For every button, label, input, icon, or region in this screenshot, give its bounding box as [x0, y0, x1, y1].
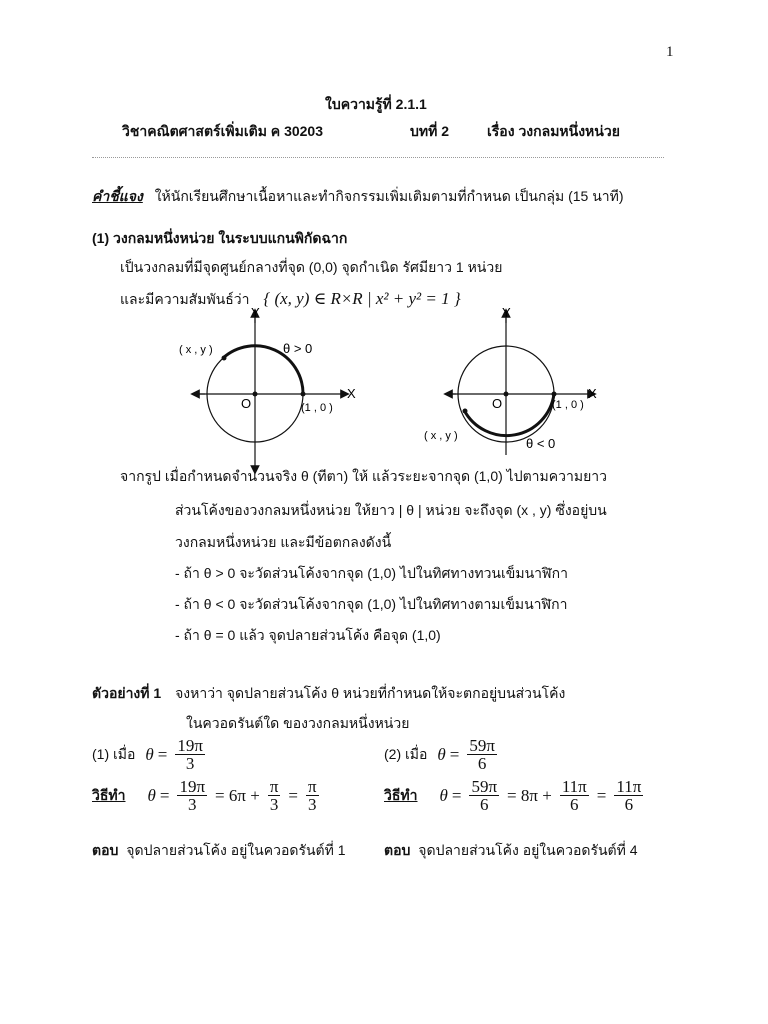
arc-negative: [464, 394, 554, 436]
origin-label: O: [241, 396, 252, 411]
subject-line: วิชาคณิตศาสตร์เพิ่มเติม ค 30203: [122, 123, 323, 139]
answer-text: จุดปลายส่วนโค้ง อยู่ในควอดรันต์ที่ 1: [126, 842, 346, 858]
angle-label: θ > 0: [283, 341, 313, 356]
start-point: [552, 392, 557, 397]
rule-negative: - ถ้า θ < 0 จะวัดส่วนโค้งจากจุด (1,0) ไปในทิศทางตามเข็มนาฬิกา: [175, 596, 568, 612]
sheet-title: ใบความรู้ที่ 2.1.1: [325, 96, 427, 112]
example-text: จงหาว่า จุดปลายส่วนโค้ง θ หน่วยที่กำหนดให้จะตกอยู่บนส่วนโค้ง: [175, 685, 566, 701]
unit-circle-negative-diagram: [420, 305, 620, 465]
theta-symbol: θ: [437, 744, 446, 764]
example-line1: [92, 683, 565, 705]
x-label: X: [588, 386, 597, 401]
equals: =: [596, 785, 607, 805]
instruction-text: ให้นักเรียนศึกษาเนื้อหาและทำกิจกรรมเพิ่มเติมตามที่กำหนด เป็นกลุ่ม (15 นาที): [154, 188, 624, 204]
start-point-label: (1 , 0 ): [301, 402, 333, 414]
x-label: X: [347, 386, 356, 401]
method-label: วิธีทำ: [92, 786, 126, 803]
fraction: [469, 778, 499, 813]
fraction: [268, 778, 281, 813]
end-point-label: ( x , y ): [179, 344, 213, 356]
answer-label: ตอบ: [384, 842, 411, 858]
fraction: [175, 737, 205, 772]
instruction-label: คำชี้แจง: [92, 188, 143, 204]
fraction: [614, 778, 643, 813]
numerator: 59π: [471, 777, 498, 796]
part1-label: (1) เมื่อ: [92, 745, 136, 762]
origin-label: O: [492, 396, 503, 411]
topic-label: เรื่อง วงกลมหนึ่งหน่วย: [487, 123, 620, 139]
origin-point: [253, 392, 258, 397]
part2-label: (2) เมื่อ: [384, 745, 428, 762]
numerator: π: [269, 777, 279, 796]
denominator: 6: [480, 795, 489, 814]
divider: [92, 157, 664, 158]
numerator: 11π: [561, 777, 587, 796]
page-number: 1: [666, 44, 674, 60]
instruction: [92, 186, 624, 208]
equals: =: [451, 785, 462, 805]
end-point: [463, 409, 468, 414]
theta-symbol: θ: [147, 785, 156, 805]
part2-given: [384, 737, 501, 772]
part2-method: [384, 778, 647, 813]
explanation-line2: ส่วนโค้งของวงกลมหนึ่งหน่วย ให้ยาว | θ | หน่วย จะถึงจุด (x , y) ซึ่งอยู่บน: [175, 502, 607, 518]
equals: =: [449, 744, 460, 764]
y-label: Y: [502, 305, 511, 320]
fraction: [467, 737, 497, 772]
answer-text: จุดปลายส่วนโค้ง อยู่ในควอดรันต์ที่ 4: [418, 842, 638, 858]
theta-symbol: θ: [439, 785, 448, 805]
rule-positive: - ถ้า θ > 0 จะวัดส่วนโค้งจากจุด (1,0) ไปในทิศทางทวนเข็มนาฬิกา: [175, 565, 568, 581]
example-label: ตัวอย่างที่ 1: [92, 685, 162, 701]
method-label: วิธีทำ: [384, 786, 418, 803]
numerator: π: [308, 777, 317, 796]
denominator: 3: [185, 754, 195, 773]
relation-prefix: และมีความสัมพันธ์ว่า: [120, 291, 250, 307]
step-middle: = 6π +: [215, 785, 260, 805]
denominator: 3: [188, 795, 197, 814]
numerator: 59π: [469, 736, 495, 755]
fraction: [177, 778, 207, 813]
numerator: 19π: [177, 736, 203, 755]
origin-point: [504, 392, 509, 397]
unit-circle-positive-diagram: [179, 305, 375, 475]
part1-answer: [92, 840, 346, 862]
rule-zero: - ถ้า θ = 0 แล้ว จุดปลายส่วนโค้ง คือจุด (1,0): [175, 627, 441, 643]
end-point-label: ( x , y ): [424, 430, 458, 442]
explanation-line1: จากรูป เมื่อกำหนดจำนวนจริง θ (ทีตา) ให้ แล้วระยะจากจุด (1,0) ไปตามความยาว: [120, 468, 608, 484]
denominator: 6: [624, 795, 634, 814]
section1-heading: (1) วงกลมหนึ่งหน่วย ในระบบแกนพิกัดฉาก: [92, 230, 348, 246]
part1-given: [92, 737, 209, 772]
equals: =: [159, 785, 170, 805]
theta-symbol: θ: [145, 744, 154, 764]
equals: =: [288, 785, 298, 805]
explanation-line3: วงกลมหนึ่งหน่วย และมีข้อตกลงดังนี้: [175, 534, 392, 550]
numerator: 19π: [179, 777, 206, 796]
fraction: [560, 778, 589, 813]
example-line2: ในควอดรันต์ใด ของวงกลมหนึ่งหน่วย: [186, 715, 410, 731]
angle-label: θ < 0: [526, 436, 556, 451]
section1-line1: เป็นวงกลมที่มีจุดศูนย์กลางที่จุด (0,0) จุดกำเนิด รัศมียาว 1 หน่วย: [120, 259, 503, 275]
part1-method: [92, 778, 323, 813]
chapter-label: บทที่ 2: [410, 123, 450, 139]
answer-label: ตอบ: [92, 842, 119, 858]
relation-formula: { (x, y) ∈ R×R | x² + y² = 1 }: [263, 289, 461, 308]
denominator: 6: [477, 754, 487, 773]
end-point: [222, 356, 227, 361]
fraction: [306, 778, 319, 813]
start-point-label: (1 , 0 ): [552, 399, 584, 411]
denominator: 3: [269, 795, 279, 814]
start-point: [301, 392, 306, 397]
denominator: 3: [308, 795, 317, 814]
denominator: 6: [570, 795, 579, 814]
part2-answer: [384, 840, 638, 862]
equals: =: [157, 744, 168, 764]
step-middle: = 8π +: [507, 785, 552, 805]
numerator: 11π: [616, 777, 642, 796]
y-label: Y: [251, 305, 260, 320]
